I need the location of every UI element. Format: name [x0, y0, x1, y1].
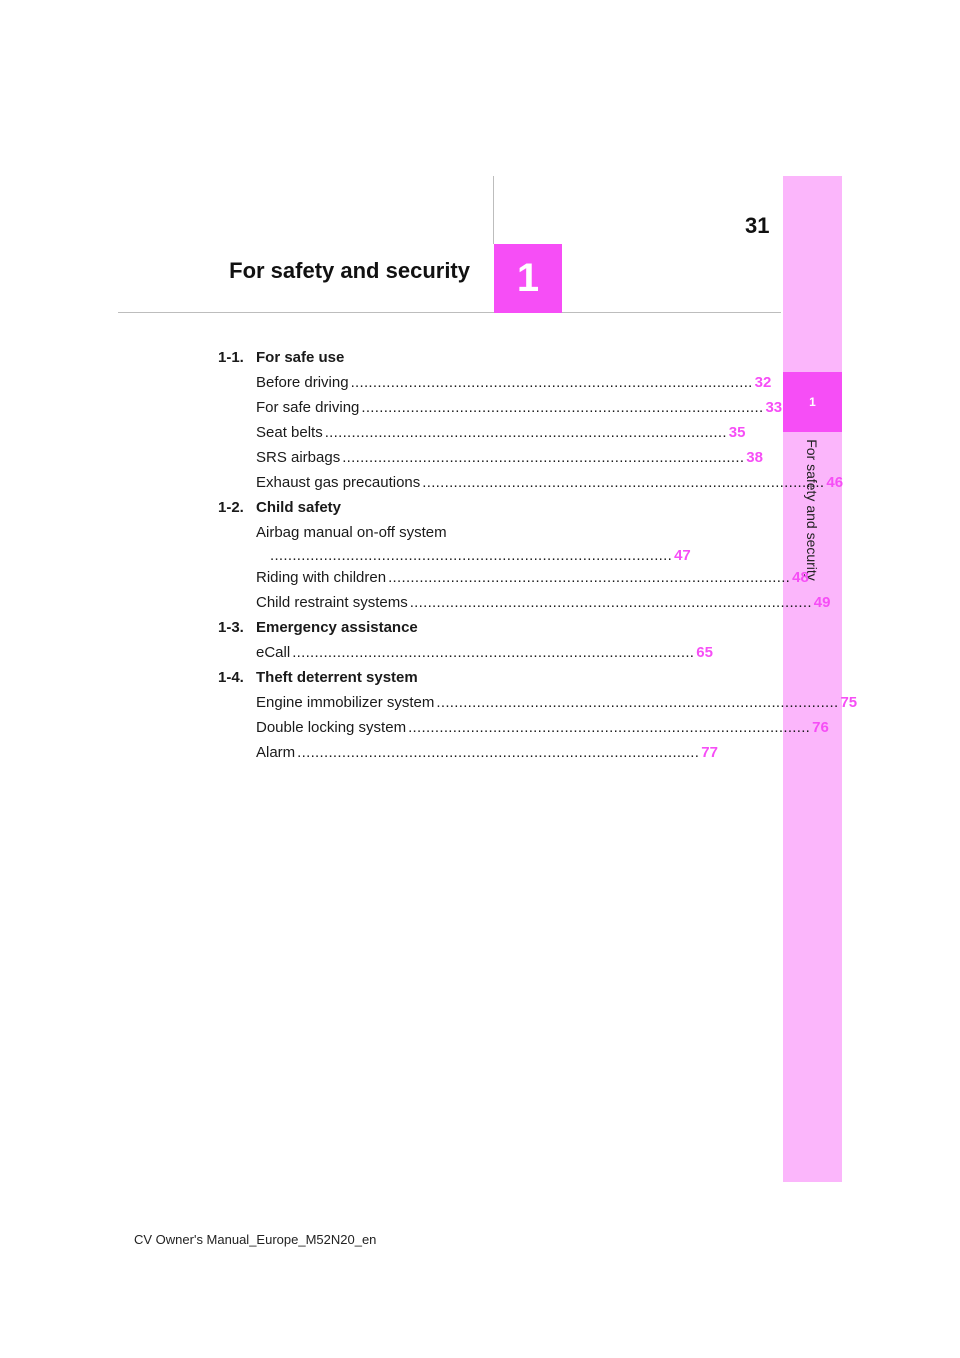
toc-section: [218, 345, 468, 370]
chapter-title: For safety and security: [229, 258, 470, 283]
toc-entry-page[interactable]: 46: [826, 474, 844, 491]
toc-entry-page[interactable]: 65: [696, 644, 713, 661]
toc-entry-page[interactable]: 49: [813, 594, 831, 611]
toc-entry-page[interactable]: 76: [812, 719, 829, 736]
header-divider-horizontal: [118, 312, 781, 313]
toc-entry-title: Airbag manual on-off system: [256, 524, 447, 541]
toc-entry-title: Exhaust gas precautions: [256, 474, 421, 491]
side-chapter-tab[interactable]: [783, 372, 842, 432]
toc-entry-title: Before driving: [256, 374, 349, 391]
toc-section: [218, 615, 468, 640]
chapter-number-box: [494, 244, 562, 313]
toc-entry-title: Engine immobilizer system: [256, 694, 435, 711]
toc-section-title: For safe use: [256, 349, 345, 366]
toc-entry-page[interactable]: 48: [792, 569, 809, 586]
toc-entry[interactable]: Riding with children .......................................................................................... 48: [256, 569, 809, 586]
toc-entry[interactable]: For safe driving .......................................................................................... 33: [256, 399, 783, 416]
toc-entry-page[interactable]: 33: [765, 399, 783, 416]
chapter-number: 1: [516, 256, 540, 300]
toc-entry[interactable]: Engine immobilizer system .......................................................................................... 75: [256, 694, 858, 711]
toc-entry-title: Double locking system: [256, 719, 407, 736]
toc-section-number: 1-2.: [218, 499, 244, 516]
toc-entry[interactable]: SRS airbags .......................................................................................... 38: [256, 449, 763, 466]
side-chapter-number: 1: [809, 395, 816, 409]
toc-entry-page[interactable]: 75: [840, 694, 858, 711]
toc-section-title: Theft deterrent system: [256, 669, 418, 686]
toc-entry[interactable]: Before driving .......................................................................................... 32: [256, 374, 772, 391]
side-chapter-label: For safety and security: [804, 439, 820, 581]
toc-entry[interactable]: Exhaust gas precautions .......................................................................................... 46: [256, 474, 844, 491]
toc-entry-title: Alarm: [256, 744, 296, 761]
toc-entry-page[interactable]: 47: [674, 546, 691, 564]
toc-entry[interactable]: Double locking system .......................................................................................... 76: [256, 719, 829, 736]
toc-entry[interactable]: eCall .......................................................................................... 65: [256, 644, 713, 661]
toc-entry-title: Riding with children: [256, 569, 387, 586]
header-divider-vertical: [493, 176, 494, 244]
toc-section: [218, 495, 468, 520]
toc-section-number: 1-3.: [218, 619, 244, 636]
toc-entry-title: For safe driving: [256, 399, 360, 416]
toc-section-number: 1-1.: [218, 349, 244, 366]
toc-section-title: Child safety: [256, 499, 342, 516]
toc-entry-page[interactable]: 35: [728, 424, 746, 441]
toc-entry[interactable]: Seat belts .......................................................................................... 35: [256, 424, 746, 441]
toc-entry-page[interactable]: 38: [746, 449, 763, 466]
toc-entry[interactable]: Airbag manual on-off system .......................................................................................... 47: [256, 524, 691, 564]
toc-section-title: Emergency assistance: [256, 619, 418, 636]
toc-entry[interactable]: Alarm .......................................................................................... 77: [256, 744, 718, 761]
toc-entry-title: eCall: [256, 644, 291, 661]
toc-section: [218, 665, 468, 690]
toc-entry-title: SRS airbags: [256, 449, 341, 466]
toc-entry-title: Seat belts: [256, 424, 323, 441]
toc-entry-page[interactable]: 32: [754, 374, 772, 391]
toc-section-number: 1-4.: [218, 669, 244, 686]
side-tab-strip: [783, 176, 842, 1182]
toc-entry-title: Child restraint systems: [256, 594, 408, 611]
toc-entry[interactable]: Child restraint systems .......................................................................................... 49: [256, 594, 831, 611]
toc-entry-page[interactable]: 77: [701, 744, 718, 761]
page-number: 31: [745, 213, 770, 238]
footer-manual-id: CV Owner's Manual_Europe_M52N20_en: [134, 1232, 377, 1247]
